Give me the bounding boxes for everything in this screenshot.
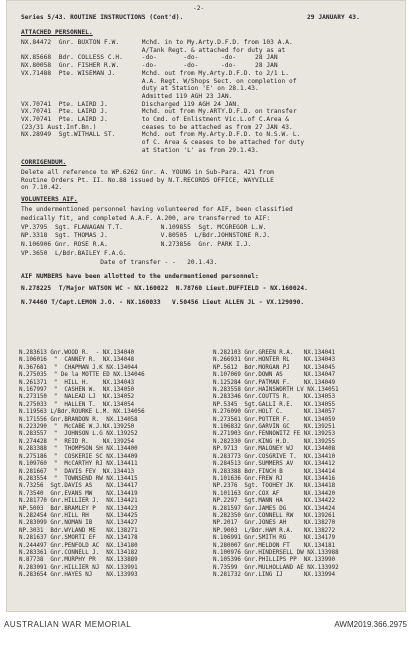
roster-row: N.281597 Gnr.JAMES DG NX.134424 [213, 505, 336, 512]
roster-row: N.266931 Gnr.HONTER RL NX.134043 [213, 357, 336, 364]
roster-row: N.107069 Gnr.DOWN AS NX.134047 [213, 372, 336, 379]
volunteer-line: The undermentioned personnel having volunteered for AIF, been classified [21, 206, 293, 213]
aif-numbers-heading: AIF NUMBERS have been allotted to the undermentioned personnel: [21, 273, 259, 280]
attached-line: of C. Area & ceases to be attached for duty [21, 139, 305, 147]
aif-officer-line: N.278225 T/Major WATSON WC - NX.160022 N.78760 Lieut.DUFFIELD - NX.160024. [21, 285, 308, 292]
roster-row: N.283388 Bdr.FINCH B NX.134414 [213, 468, 336, 475]
roster-row: NP.9713 Gnr.MALONEY WJ NX.134408 [213, 446, 336, 453]
roster-row: N.119563 L/Bdr.ROURKE L.M. NX.134056 [19, 409, 145, 416]
roster-row: N.100976 Gnr.HINDERSELL DW NX.133988 [213, 549, 339, 556]
corrigendum-line: on 7.10.42. [21, 184, 63, 192]
roster-row: N.282103 Gnr.GREEN R.A. NX.134041 [213, 350, 336, 356]
volunteer-line: VP.3795 Sgt. FLANAGAN T.T. N.109855 Sgt. MCGREGOR L.W. [21, 223, 267, 231]
volunteer-line: VP.3650 L/Bdr.BAILEY F.A.G. [21, 250, 127, 257]
roster-row: N.283346 Gnr.COUTTS R. NX.134053 [213, 394, 336, 401]
document-sheet [6, 0, 406, 612]
roster-row: N.271903 Gnr.FENNOWITZ FE NX.139253 [213, 431, 336, 438]
roster-row: N.282330 Gnr.KING H.D. NX.139255 [213, 438, 336, 445]
attached-line: A.A. Regt. W/Shops Sect. on completion of [21, 77, 297, 85]
roster-row: N.73256 Sgt.DAVIS AS NX.134417 [19, 483, 138, 490]
attached-line: at Station 'L' as from 29.1.43. [21, 146, 259, 154]
attached-line: Admitted 119 AGH 23 JAN. [21, 92, 233, 100]
roster-row: N.283654 Gnr.HAYES NJ NX.133993 [19, 572, 138, 579]
roster-row: N.125284 Gnr.PATMAN F. NX.134049 [213, 379, 336, 386]
attached-line: VX.70741 Pte. LAIRD J. Discharged 119 AGH 24 JAN. [21, 100, 240, 108]
roster-row: N.101163 Gnr.COX AF NX.134420 [213, 490, 336, 497]
attached-line: (23/31 Aust.Inf.Bn.) ceases to be attached as from 27 JAN 43. [21, 123, 293, 131]
roster-row: NP.2017 Gnr.JONES AH NX.138270 [213, 520, 336, 527]
roster-row: N.261371 " HILL H. NX.134043 [19, 379, 135, 386]
roster-row: N.167997 " CASHEN W. NX.134050 [19, 387, 135, 394]
attached-line: NX.84472 Gnr. BUXTON F.W. Mchd. in to My.Arty.D.F.D. from 103 A.A. [21, 39, 293, 46]
volunteer-line: medically fit, and completed A.A.F. A.200, are transferred to AIF: [21, 214, 271, 222]
roster-row: N.275035 " De la MOTTE ED NX.134046 [19, 372, 145, 379]
roster-row: NP.5003 Bdr.BRAMLEY P NX.134423 [19, 505, 138, 512]
watermark-right: AWM2019.366.2975 [334, 620, 407, 629]
roster-row: N.273561 Gnr.POTTER F. NX.134059 [213, 416, 336, 423]
roster-row: N.109760 " McCARTHY RJ NX.134411 [19, 461, 138, 468]
roster-right-column [213, 350, 339, 580]
section-attached-personnel: ATTACHED PERSONNEL. [21, 29, 93, 36]
roster-row: N.274428 " REID R. NX.139254 [19, 438, 135, 445]
roster-row: N.283558 Gnr.HAINSWORTH LV NX.134051 [213, 387, 339, 394]
roster-row: N.283557 " JOHNSON L.G NX.139252 [19, 431, 138, 438]
volunteer-line: Date of transfer - - 20.1.43. [21, 258, 218, 266]
corrigendum-line: Delete all reference to WP.6262 Gnr. A. YOUNG in Sub-Para. 421 from [21, 169, 274, 176]
page-number: -2- [193, 5, 205, 12]
roster-row: N.283099 Gnr.NOMAN IB NX.134427 [19, 520, 138, 527]
attached-line: NX.28949 Sgt.WITHALL ST. Mchd. out from My.Arty.D.F.D. to N.S.W. L. [21, 131, 301, 139]
roster-row: N.106832 Gnr.GARVIN GC NX.139251 [213, 424, 336, 431]
section-volunteers-aif: VOLUNTEERS AIF. [21, 196, 78, 203]
header-left: Series 5/43. ROUTINE INSTRUCTIONS (Cont'd). [21, 14, 184, 21]
roster-row: N.367681 " CHAPMAN J.K NX.134044 [19, 364, 138, 371]
watermark-left: AUSTRALIAN WAR MEMORIAL [4, 620, 132, 629]
attached-line: VX.71488 Pte. WISEMAN J. Mchd. out from My.Arty.D.F.D. to 2/1 L. [21, 69, 290, 77]
roster-row: NP.5345 Sgt.GALLI R.E. NX.134055 [213, 401, 336, 408]
attached-line: NX.85668 Bdr. COLLESS C.H. -do- -do- -do- 28 JAN [21, 54, 278, 62]
roster-row: NP.2297 Sgt.MANN HA NX.134422 [213, 498, 336, 505]
volunteer-line: NP.3318 Sgt. THOMAS J. V.80505 L/Bdr.JOHNSTONE R.J. [21, 232, 271, 240]
roster-row: NP.5612 Bdr.MORGAN PJ NX.134045 [213, 364, 336, 371]
roster-row: N.281637 Gnr.SMORTI EF NX.134178 [19, 535, 138, 542]
roster-row: N.101636 Gnr.FREW RJ NX.134416 [213, 475, 336, 482]
roster-row: N.171556 Gnr.BRANDON R. NX.134058 [19, 416, 138, 423]
corrigendum-line: Routine Orders Pt. II. No.88 issued by N.T.RECORDS OFFICE, WAYVILLE [21, 176, 274, 184]
roster-row: N.282350 Gnr.CONNELL RW NX.139261 [213, 512, 336, 519]
section-corrigendum: CORRIGENDUM. [21, 159, 67, 166]
attached-line: NX.80058 Gnr. FISHER R.W. -do- -do- -do- 28 JAN [21, 62, 278, 70]
roster-row: N.283388 " THOMPSON SH NX.134400 [19, 446, 138, 453]
roster-row: N.282454 Gnr.HILL RH NX.134425 [19, 512, 138, 519]
roster-row: N.275033 " HALLEN T. NX.134054 [19, 401, 135, 408]
aif-officer-line: N.74460 T/Capt.LEMON J.O. - NX.160033 V.50456 Lieut ALLEN JL - VX.129090. [21, 299, 305, 306]
roster-row: N.244497 Gnr.PENFOLD AC NX.134180 [19, 542, 138, 549]
volunteer-line: N.106906 Gnr. ROSE R.A. N.273856 Gnr. PARK I.J. [21, 241, 252, 249]
roster-row: N.276090 Gnr.HOLT C. NX.134057 [213, 409, 336, 416]
roster-row: NP.3031 Bdr.WYLAND ME NX.138271 [19, 527, 138, 534]
roster-row: N.283613 Gnr.WOOD R. - NX.134040 [19, 350, 135, 356]
roster-row: N.283554 " TOWNSEND RW NX.134415 [19, 475, 138, 482]
header-date: 29 JANUARY 43. [307, 14, 360, 21]
roster-row: N.273150 " NALEAD LJ NX.134052 [19, 394, 135, 401]
roster-row: N.281667 " DAVIS FEV NX.134413 [19, 468, 135, 475]
roster-row: N.281770 Gnr.HILLIER J. NX.134421 [19, 498, 138, 505]
roster-row: N.283091 Gnr.HILLIER NJ NX.133991 [19, 564, 138, 571]
attached-line: VX.70741 Pte. LAIRD J. to Cmd. of Enlistment Vic.L.of C.Area & [21, 116, 290, 123]
roster-row: N.73540 Gnr.EVANS MW NX.134419 [19, 490, 138, 497]
roster-row: N.106016 " CANNEY R. NX.134048 [19, 357, 135, 364]
roster-row: N.284513 Gnr.SUMMERS AV NX.134412 [213, 461, 336, 468]
roster-row: N.223290 " McCABE W.J.NX.139250 [19, 424, 135, 431]
roster-row: N.281732 Gnr.LING IJ NX.133994 [213, 572, 336, 579]
attached-line: duty at Station 'E' on 28.1.43. [21, 85, 259, 93]
roster-row: NP.2376 Sgt. TOOHEY JK NX.134418 [213, 483, 336, 490]
roster-left-column [19, 350, 145, 580]
roster-row: N.87738 Gnr.MURPHY PR NX.133889 [19, 557, 138, 564]
roster-row: N.283773 Gnr.COSGRIVE T. NX.134410 [213, 453, 336, 460]
attached-line: A/Tank Regt. & attached for duty as at [21, 46, 286, 54]
roster-row: N.105396 Gnr.PHILLIPS PP NX.133990 [213, 557, 336, 564]
roster-row: N.73599 Gnr.MULHOLLAND AE NX.133992 [213, 564, 339, 571]
roster-row: N.280007 Gnr.MELDON FT NX.134181 [213, 542, 336, 549]
roster-row: N.106991 Gnr.SMITH RG NX.134179 [213, 535, 336, 542]
roster-row: NP.9003 L/Bdr.HAM R.A. NX.138272 [213, 527, 336, 534]
roster-row: N.283361 Gnr.CONNELL J. NX.134182 [19, 549, 138, 556]
roster-row: N.275186 " COSKERIE SC NX.134409 [19, 453, 138, 460]
attached-line: VX.70741 Pte. LAIRD J. Mchd. out from My.ARTY.D.F.D. on transfer [21, 108, 297, 116]
watermark-band [0, 612, 411, 653]
